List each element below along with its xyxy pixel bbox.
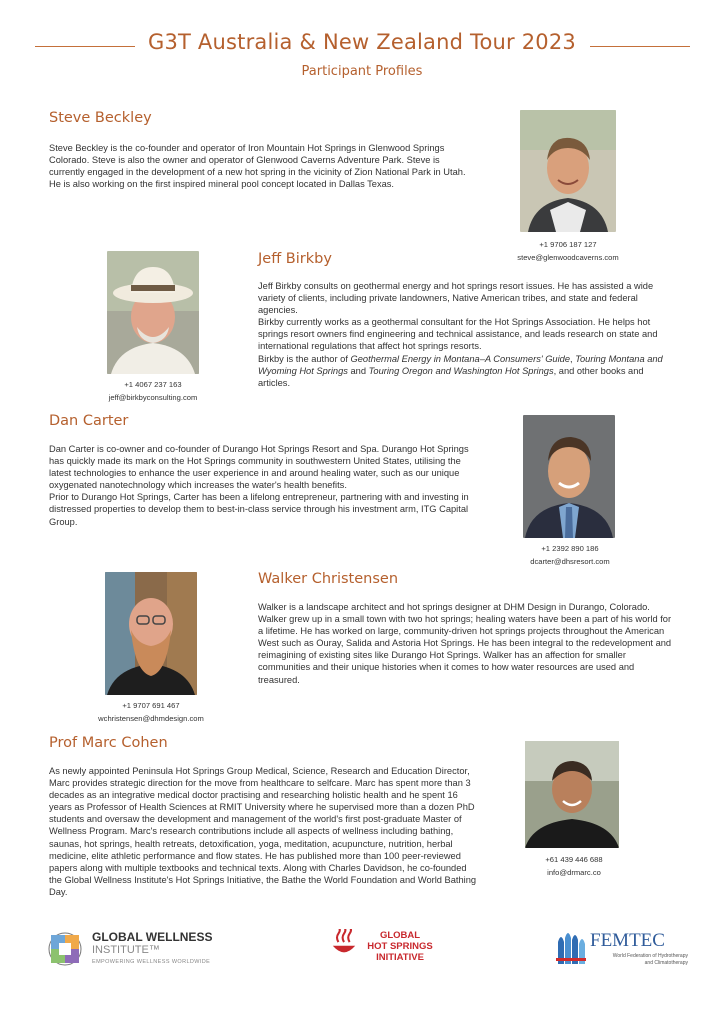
profile-name-steve-beckley: Steve Beckley — [49, 110, 152, 126]
profile-bio-jeff-birkby — [258, 280, 678, 389]
phone-number: +1 2392 890 186 — [541, 544, 599, 553]
profile-bio-steve-beckley — [49, 142, 473, 190]
book-title: Touring Montana and Wyoming Hot Springs — [258, 353, 663, 376]
portrait-jeff-birkby — [107, 251, 199, 374]
profile-bio-dan-carter — [49, 443, 473, 528]
page-subtitle: Participant Profiles — [301, 64, 423, 79]
book-title: Geothermal Energy in Montana–A Consumers' Guide — [350, 353, 571, 364]
hot-springs-icon — [330, 929, 358, 957]
portrait-walker-christensen — [105, 572, 197, 695]
contact-steve-beckley — [496, 238, 640, 264]
femtec-sub1: World Federation of Hydrotherapy — [612, 953, 688, 959]
profile-name-jeff-birkby: Jeff Birkby — [258, 251, 332, 267]
book-title: Touring Oregon and Washington Hot Springs — [368, 365, 554, 376]
ghsi-line2: HOT SPRINGS — [367, 941, 433, 952]
portrait-marc-cohen — [525, 741, 619, 848]
femtec-mark-icon — [556, 930, 586, 964]
femtec-sub2: and Climatotherapy — [644, 960, 688, 966]
bio-paragraph: Birkby is the author of Geothermal Energy in Montana–A Consumers' Guide, Touring Montana and Wyoming Hot Springs and Touring Oregon and Washington Hot Springs, and other books and articles. — [258, 353, 663, 388]
email-address[interactable]: steve@glenwoodcaverns.com — [517, 253, 619, 262]
portrait-image — [523, 415, 615, 538]
bio-paragraph: Prior to Durango Hot Springs, Carter has been a lifelong entrepreneur, partnering with and investing in distressed properties to develop them to best-in-class service through his investment arm, ITG Capital Group. — [49, 492, 469, 527]
portrait-dan-carter — [523, 415, 615, 538]
gwi-line2: INSTITUTE™ — [92, 944, 160, 956]
contact-jeff-birkby — [83, 378, 223, 404]
profile-name-dan-carter: Dan Carter — [49, 413, 129, 429]
bio-paragraph: Steve Beckley is the co-founder and operator of Iron Mountain Hot Springs in Glenwood Springs Colorado. Steve is also the owner and operator of Glenwood Caverns Adventure Park. Steve is currently engaged in the development of a new hot spring in the vicinity of Zion National Park in Utah. He is also working on the first inspired mineral pool concept located in Dallas Texas. — [49, 143, 466, 190]
page-title: G3T Australia & New Zealand Tour 2023 — [148, 30, 576, 54]
portrait-image — [520, 110, 616, 232]
bio-paragraph: Walker is a landscape architect and hot springs designer at DHM Design in Durango, Colorado. Walker grew up in a small town with two hot springs; healing waters have been a part of his world for a lifetime. He has worked on large, community-driven hot springs projects throughout the American West such as Ouray, Salida and Astoria Hot Springs. He has been integral to the redevelopment and reimagining of existing sites like Durango Hot Springs. Walker has an affection for smaller communities and their unique histories when it comes to how water resources are used and treasured. — [258, 602, 672, 685]
gwi-mark-icon — [48, 932, 82, 966]
phone-number: +1 4067 237 163 — [124, 380, 182, 389]
femtec-name: FEMTEC — [590, 930, 665, 951]
bio-paragraph: Birkby currently works as a geothermal consultant for the Hot Springs Association. He helps hot springs resort owners find engineering and technical assistance, and leads research on state and international regulations that affect hot springs resorts. — [258, 317, 658, 352]
gwi-tagline: EMPOWERING WELLNESS WORLDWIDE — [92, 959, 211, 965]
email-address[interactable]: info@drmarc.co — [547, 868, 601, 877]
femtec-logo — [556, 930, 686, 972]
global-wellness-institute-logo — [48, 930, 238, 970]
phone-number: +61 439 446 688 — [545, 855, 603, 864]
bio-paragraph: Jeff Birkby consults on geothermal energy and hot springs resort issues. He has assisted a wide variety of clients, including private landowners, Native American tribes, and state and federal agencies. — [258, 281, 654, 316]
global-hot-springs-initiative-logo — [326, 925, 436, 970]
email-address[interactable]: dcarter@dhsresort.com — [530, 557, 610, 566]
portrait-steve-beckley — [520, 110, 616, 232]
profile-name-marc-cohen: Prof Marc Cohen — [49, 735, 168, 751]
contact-dan-carter — [498, 542, 642, 568]
portrait-image — [107, 251, 199, 374]
email-address[interactable]: jeff@birkbyconsulting.com — [108, 393, 198, 402]
contact-marc-cohen — [502, 853, 646, 879]
email-address[interactable]: wchristensen@dhmdesign.com — [98, 714, 204, 723]
portrait-image — [105, 572, 197, 695]
bio-paragraph: Dan Carter is co-owner and co-founder of Durango Hot Springs Resort and Spa. Durango Hot Springs has quickly made its mark on the Hot Springs community in southwestern United States, utilising the latest technologies to enhance the user experience in and around healing water, such as our unique oxygenated nanotechnology which increases the water's health benefits. — [49, 444, 469, 491]
ghsi-line1: GLOBAL — [379, 930, 421, 941]
profile-bio-marc-cohen — [49, 765, 479, 898]
phone-number: +1 9707 691 467 — [122, 701, 180, 710]
ghsi-line3: INITIATIVE — [376, 952, 424, 963]
profile-bio-walker-christensen — [258, 601, 678, 686]
profile-name-walker-christensen: Walker Christensen — [258, 571, 399, 587]
phone-number: +1 9706 187 127 — [539, 240, 597, 249]
contact-walker-christensen — [79, 699, 223, 725]
bio-paragraph: As newly appointed Peninsula Hot Springs Group Medical, Science, Research and Education Director, Marc provides strategic direction for the move from healthcare to selfcare. Marc has spent more than 3 decades as an integrative medical doctor practising and researching holistic health and he spent 16 years as Professor of Health Sciences at RMIT University where he supervised more than a dozen PhD students and oversaw the development and management of the world's first post-graduate Master of Wellness Program. Marc's research contributions include all aspects of wellness including bathing, saunas, hot springs, health retreats, detoxification, yoga, meditation, acupuncture, nutrition, herbal medicine, elite athletic performance and flow states. He has published more than 100 peer-reviewed papers along with multiple textbooks and technical texts. Along with Charles Davidson, he co-founded the Global Wellness Institute's Hot Springs Initiative, the Bathe the World Foundation and World Bathing Day. — [49, 766, 477, 897]
portrait-image — [525, 741, 619, 848]
gwi-line1: GLOBAL WELLNESS — [92, 930, 213, 944]
